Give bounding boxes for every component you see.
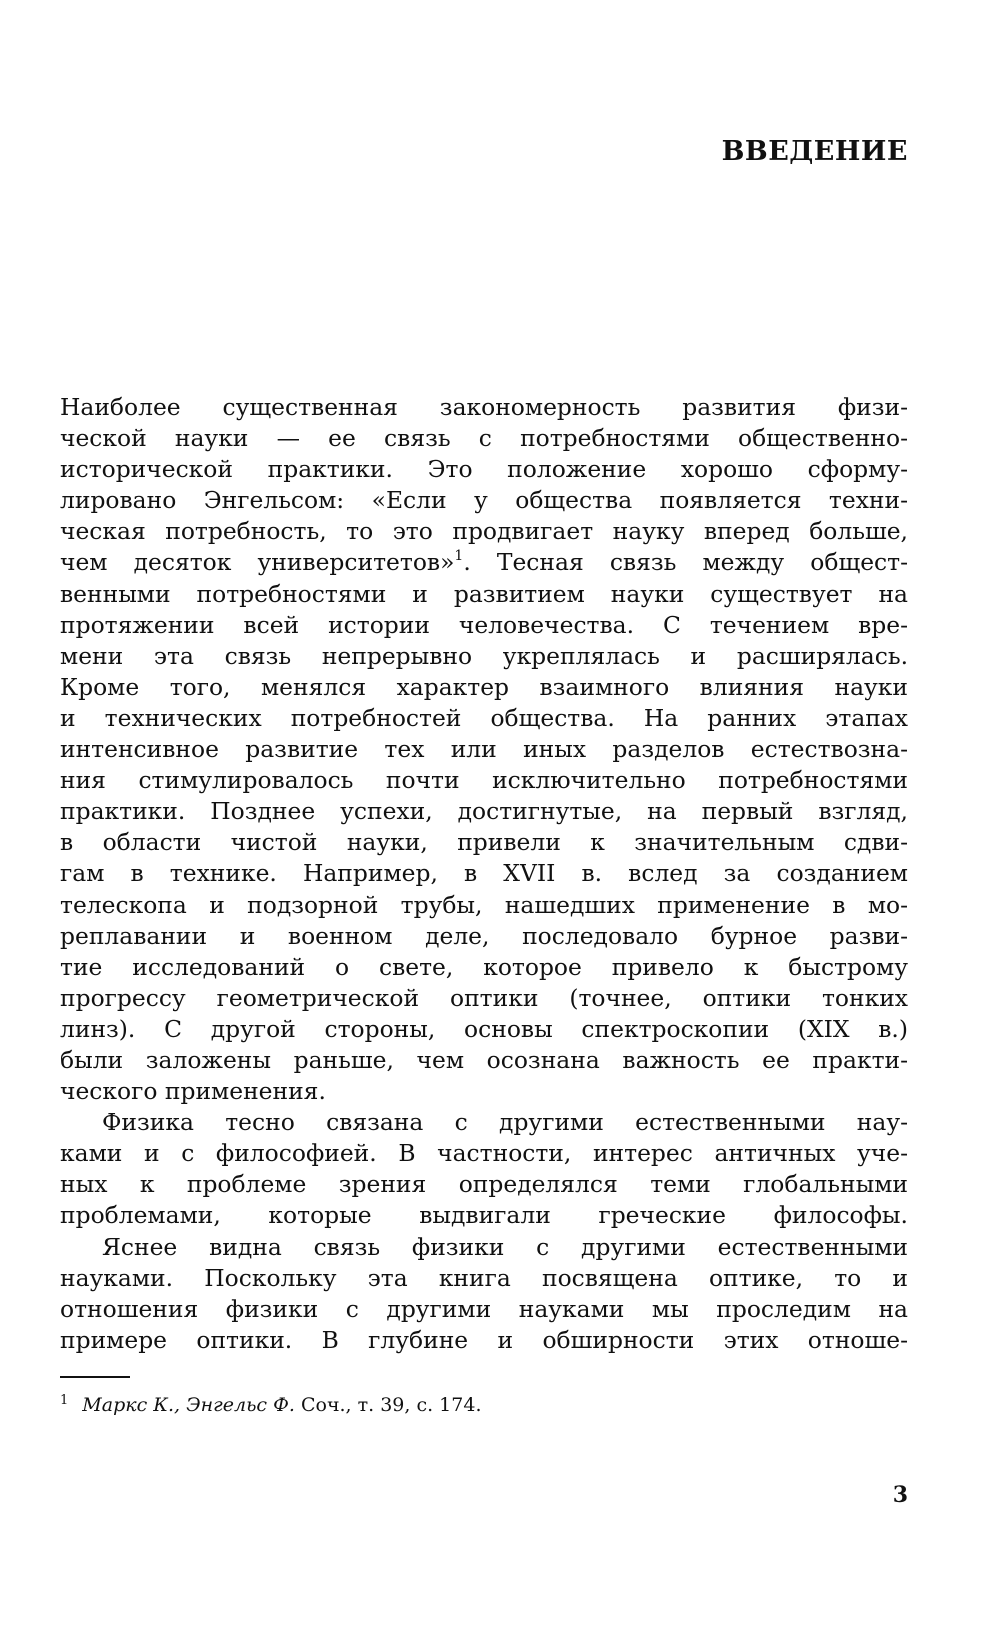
text-line: ния стимулировалось почти исключительно потребностями [60, 766, 908, 795]
chapter-body [60, 392, 908, 1356]
text-line: лировано Энгельсом: «Если у общества появляется техни- [60, 486, 908, 515]
text-line: практики. Позднее успехи, достигнутые, на первый взгляд, [60, 797, 908, 826]
text-line: венными потребностями и развитием науки существует на [60, 579, 908, 608]
footnote-separator [60, 1376, 130, 1378]
text-line: протяжении всей истории человечества. С течением вре- [60, 610, 908, 639]
text-line: Наиболее существенная закономерность развития физи- [60, 393, 908, 421]
text-line: интенсивное развитие тех или иных разделов естествозна- [60, 735, 908, 764]
text-line: ческого применения. [60, 1077, 326, 1106]
page-number: 3 [892, 1482, 908, 1508]
text-line: прогрессу геометрической оптики (точнее, оптики тонких [60, 983, 908, 1012]
text-line-with-footnote [60, 547, 908, 578]
paragraph-1 [60, 392, 908, 1107]
text-line: были заложены раньше, чем осознана важность ее практи- [60, 1045, 908, 1074]
text-line: отношения физики с другими науками мы проследим на [60, 1294, 908, 1323]
text-line: Кроме того, менялся характер взаимного влияния науки [60, 672, 908, 701]
footnote-authors: Маркс К., Энгельс Ф. [82, 1394, 295, 1416]
text-line: науками. Поскольку эта книга посвящена оптике, то и [60, 1263, 908, 1292]
text-line: ками и с философией. В частности, интерес античных уче- [60, 1139, 908, 1168]
footnote-reference-text: Соч., т. 39, с. 174. [294, 1394, 482, 1416]
text-line: и технических потребностей общества. На ранних этапах [60, 703, 908, 732]
paragraph-3 [60, 1232, 908, 1356]
chapter-title: ВВЕДЕНИЕ [721, 136, 908, 167]
text-line: реплавании и военном деле, последовало бурное разви- [60, 921, 908, 950]
text-line: примере оптики. В глубине и обширности этих отноше- [60, 1325, 908, 1354]
text-line: в области чистой науки, привели к значительным сдви- [60, 828, 908, 857]
text-line: исторической практики. Это положение хорошо сформу- [60, 455, 908, 484]
text-line: ческая потребность, то это продвигает науку вперед больше, [60, 517, 908, 546]
text-line: проблемами, которые выдвигали греческие философы. [60, 1201, 908, 1230]
text-line: Физика тесно связана с другими естественными нау- [102, 1108, 908, 1137]
text-line: ческой науки — ее связь с потребностями общественно- [60, 424, 908, 453]
text-line: Яснее видна связь физики с другими естественными [102, 1232, 908, 1261]
text-segment: чем десяток университетов» [60, 548, 455, 577]
text-line: линз). С другой стороны, основы спектроскопии (XIX в.) [60, 1014, 908, 1043]
text-line: мени эта связь непрерывно укреплялась и расширялась. [60, 641, 908, 670]
text-line: тие исследований о свете, которое привело к быстрому [60, 952, 908, 981]
footnote-reference: 1 [454, 548, 464, 565]
footnote [60, 1388, 482, 1418]
text-line: гам в технике. Например, в XVII в. вслед за созданием [60, 859, 908, 888]
text-line: ных к проблеме зрения определялся теми глобальными [60, 1170, 908, 1199]
footnote-number: 1 [60, 1393, 69, 1408]
text-segment: . Тесная связь между общест- [463, 548, 908, 577]
paragraph-2 [60, 1107, 908, 1231]
text-line: телескопа и подзорной трубы, нашедших применение в мо- [60, 890, 908, 919]
